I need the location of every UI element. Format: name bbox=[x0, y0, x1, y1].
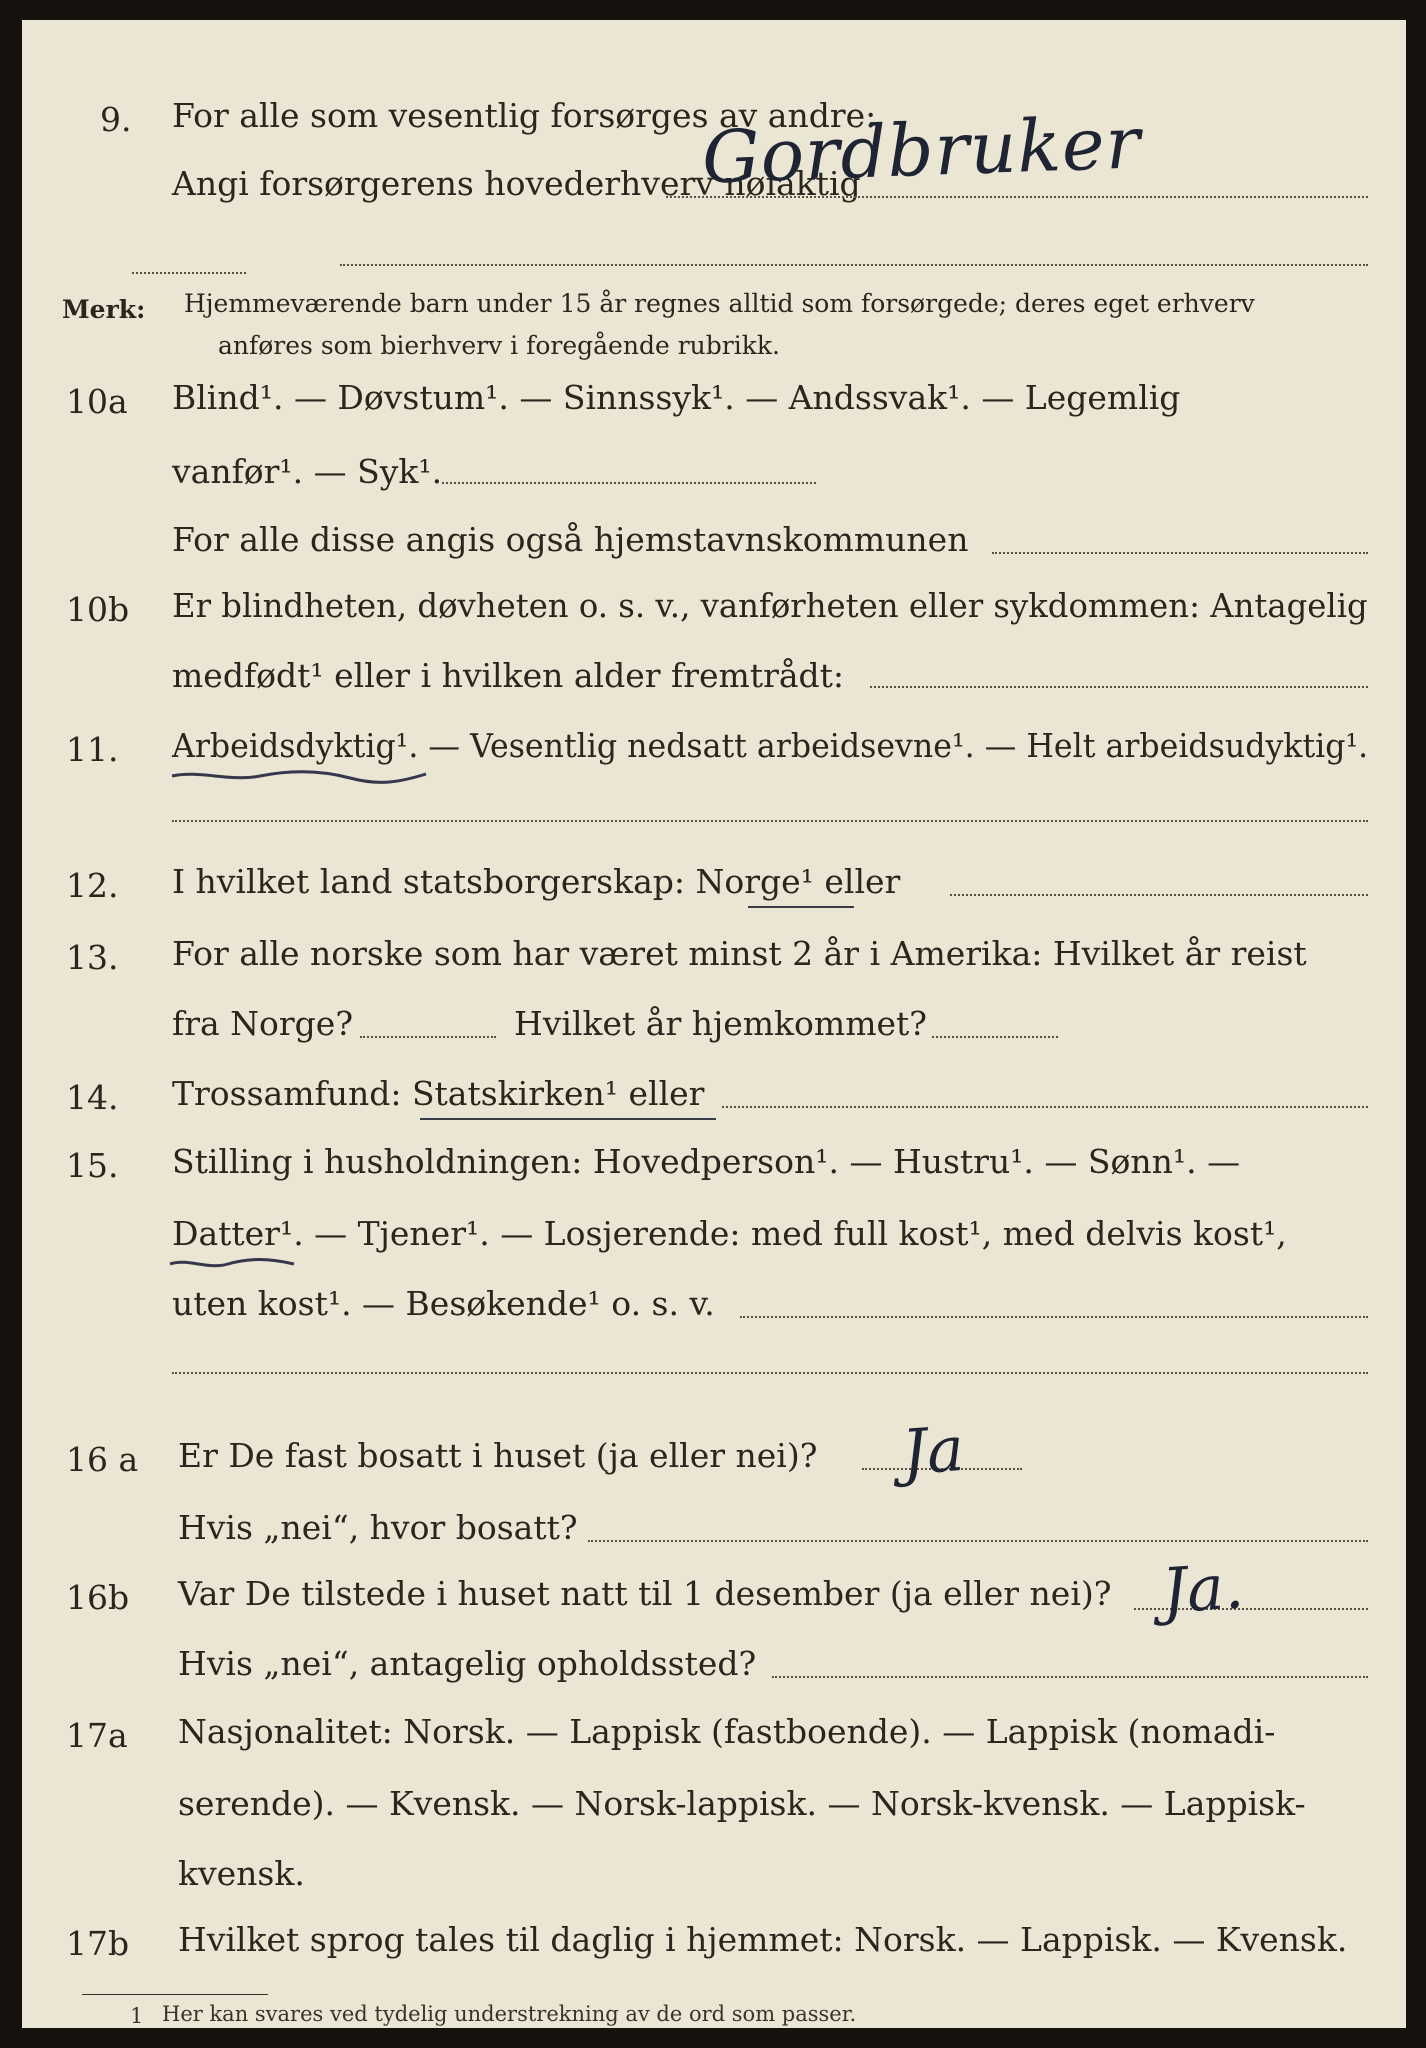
q11-dotted-line bbox=[172, 820, 1368, 822]
merk-line2: anføres som bierhverv i foregående rubrikk. bbox=[218, 331, 780, 360]
q9-extra-dotted-line-b bbox=[340, 264, 1368, 266]
q14-statskirken-underline bbox=[420, 1118, 716, 1120]
q9-extra-dotted-line-a bbox=[132, 272, 246, 274]
q17a-line1: Nasjonalitet: Norsk. — Lappisk (fastboende). — Lappisk (nomadi- bbox=[178, 1712, 1276, 1751]
q10a-hjemstavn-dotted-line bbox=[992, 552, 1368, 554]
q15-line3: uten kost¹. — Besøkende¹ o. s. v. bbox=[172, 1284, 715, 1323]
q10b-line2: medfødt¹ eller i hvilken alder fremtrådt: bbox=[172, 656, 845, 695]
q13-line2-reist: fra Norge? bbox=[172, 1004, 354, 1043]
q10a-line3: For alle disse angis også hjemstavnskommunen bbox=[172, 520, 969, 559]
q16b-number: 16b bbox=[66, 1578, 130, 1617]
q15-line1: Stilling i husholdningen: Hovedperson¹. — Hustru¹. — Sønn¹. — bbox=[172, 1142, 1241, 1181]
merk-line1: Hjemmeværende barn under 15 år regnes alltid som forsørgede; deres eget erhverv bbox=[184, 289, 1255, 318]
q13-line1: For alle norske som har været minst 2 år i Amerika: Hvilket år reist bbox=[172, 934, 1307, 973]
q17b-line1: Hvilket sprog tales til daglig i hjemmet: Norsk. — Lappisk. — Kvensk. bbox=[178, 1920, 1348, 1959]
q17a-line2: serende). — Kvensk. — Norsk-lappisk. — Norsk-kvensk. — Lappisk- bbox=[178, 1784, 1306, 1823]
q10a-number: 10a bbox=[66, 382, 128, 421]
q15-dotted-line bbox=[740, 1316, 1368, 1318]
census-form-page bbox=[22, 20, 1406, 2028]
q17a-number: 17a bbox=[66, 1716, 128, 1755]
q9-line2: Angi forsørgerens hovederhverv nøiaktig bbox=[172, 164, 861, 203]
q12-dotted-line bbox=[950, 894, 1368, 896]
q15-line2: Datter¹. — Tjener¹. — Losjerende: med full kost¹, med delvis kost¹, bbox=[172, 1214, 1287, 1253]
q16b-opholdssted-dotted-line bbox=[772, 1676, 1368, 1678]
q16b-line2: Hvis „nei“, antagelig opholdssted? bbox=[178, 1644, 757, 1683]
q10a-line1: Blind¹. — Døvstum¹. — Sinnssyk¹. — Andssvak¹. — Legemlig bbox=[172, 378, 1181, 417]
q12-line1: I hvilket land statsborgerskap: Norge¹ eller bbox=[172, 862, 901, 901]
q15-handwritten-underline bbox=[168, 1256, 298, 1274]
q12-number: 12. bbox=[66, 866, 119, 905]
q14-dotted-line bbox=[722, 1106, 1368, 1108]
q16a-line1: Er De fast bosatt i huset (ja eller nei)? bbox=[178, 1436, 818, 1475]
q10b-alder-dotted-line bbox=[870, 686, 1368, 688]
q14-number: 14. bbox=[66, 1078, 119, 1117]
q9-handwritten-answer: Gordbruker bbox=[700, 100, 1143, 200]
q14-line1: Trossamfund: Statskirken¹ eller bbox=[172, 1074, 705, 1113]
q9-number: 9. bbox=[100, 100, 132, 139]
q15-extra-dotted-line bbox=[172, 1372, 1368, 1374]
q16a-line2: Hvis „nei“, hvor bosatt? bbox=[178, 1508, 578, 1547]
q10b-line1: Er blindheten, døvheten o. s. v., vanførheten eller sykdommen: Antagelig bbox=[172, 586, 1368, 625]
footnote-mark: 1 bbox=[130, 2004, 144, 2028]
q13-hjemkommet-dotted-line bbox=[932, 1036, 1058, 1038]
q16b-line1: Var De tilstede i huset natt til 1 desember (ja eller nei)? bbox=[178, 1574, 1112, 1613]
q9-line1: For alle som vesentlig forsørges av andre: bbox=[172, 96, 877, 135]
q10a-line2: vanfør¹. — Syk¹. bbox=[172, 452, 443, 491]
q15-number: 15. bbox=[66, 1146, 119, 1185]
q17a-line3: kvensk. bbox=[178, 1854, 305, 1893]
q11-line1: Arbeidsdyktig¹. — Vesentlig nedsatt arbeidsevne¹. — Helt arbeidsudyktig¹. bbox=[172, 726, 1369, 765]
q16a-number: 16 a bbox=[66, 1440, 139, 1479]
q13-number: 13. bbox=[66, 938, 119, 977]
q10a-syk-dotted-line bbox=[442, 482, 816, 484]
q10b-number: 10b bbox=[66, 590, 130, 629]
q11-number: 11. bbox=[66, 730, 119, 769]
footnote-text: Her kan svares ved tydelig understrekning av de ord som passer. bbox=[162, 2002, 857, 2026]
q16a-handwritten-answer: Ja bbox=[899, 1411, 967, 1490]
q12-norge-underline bbox=[748, 906, 854, 908]
q13-reist-dotted-line bbox=[360, 1036, 496, 1038]
footnote-rule bbox=[82, 1994, 268, 1995]
merk-label: Merk: bbox=[62, 295, 146, 324]
q16b-handwritten-answer: Ja. bbox=[1159, 1549, 1246, 1628]
q13-line2-hjemkommet: Hvilket år hjemkommet? bbox=[514, 1004, 927, 1043]
q11-handwritten-underline bbox=[170, 768, 430, 788]
q16a-bosatt-dotted-line bbox=[588, 1540, 1368, 1542]
q17b-number: 17b bbox=[66, 1924, 130, 1963]
